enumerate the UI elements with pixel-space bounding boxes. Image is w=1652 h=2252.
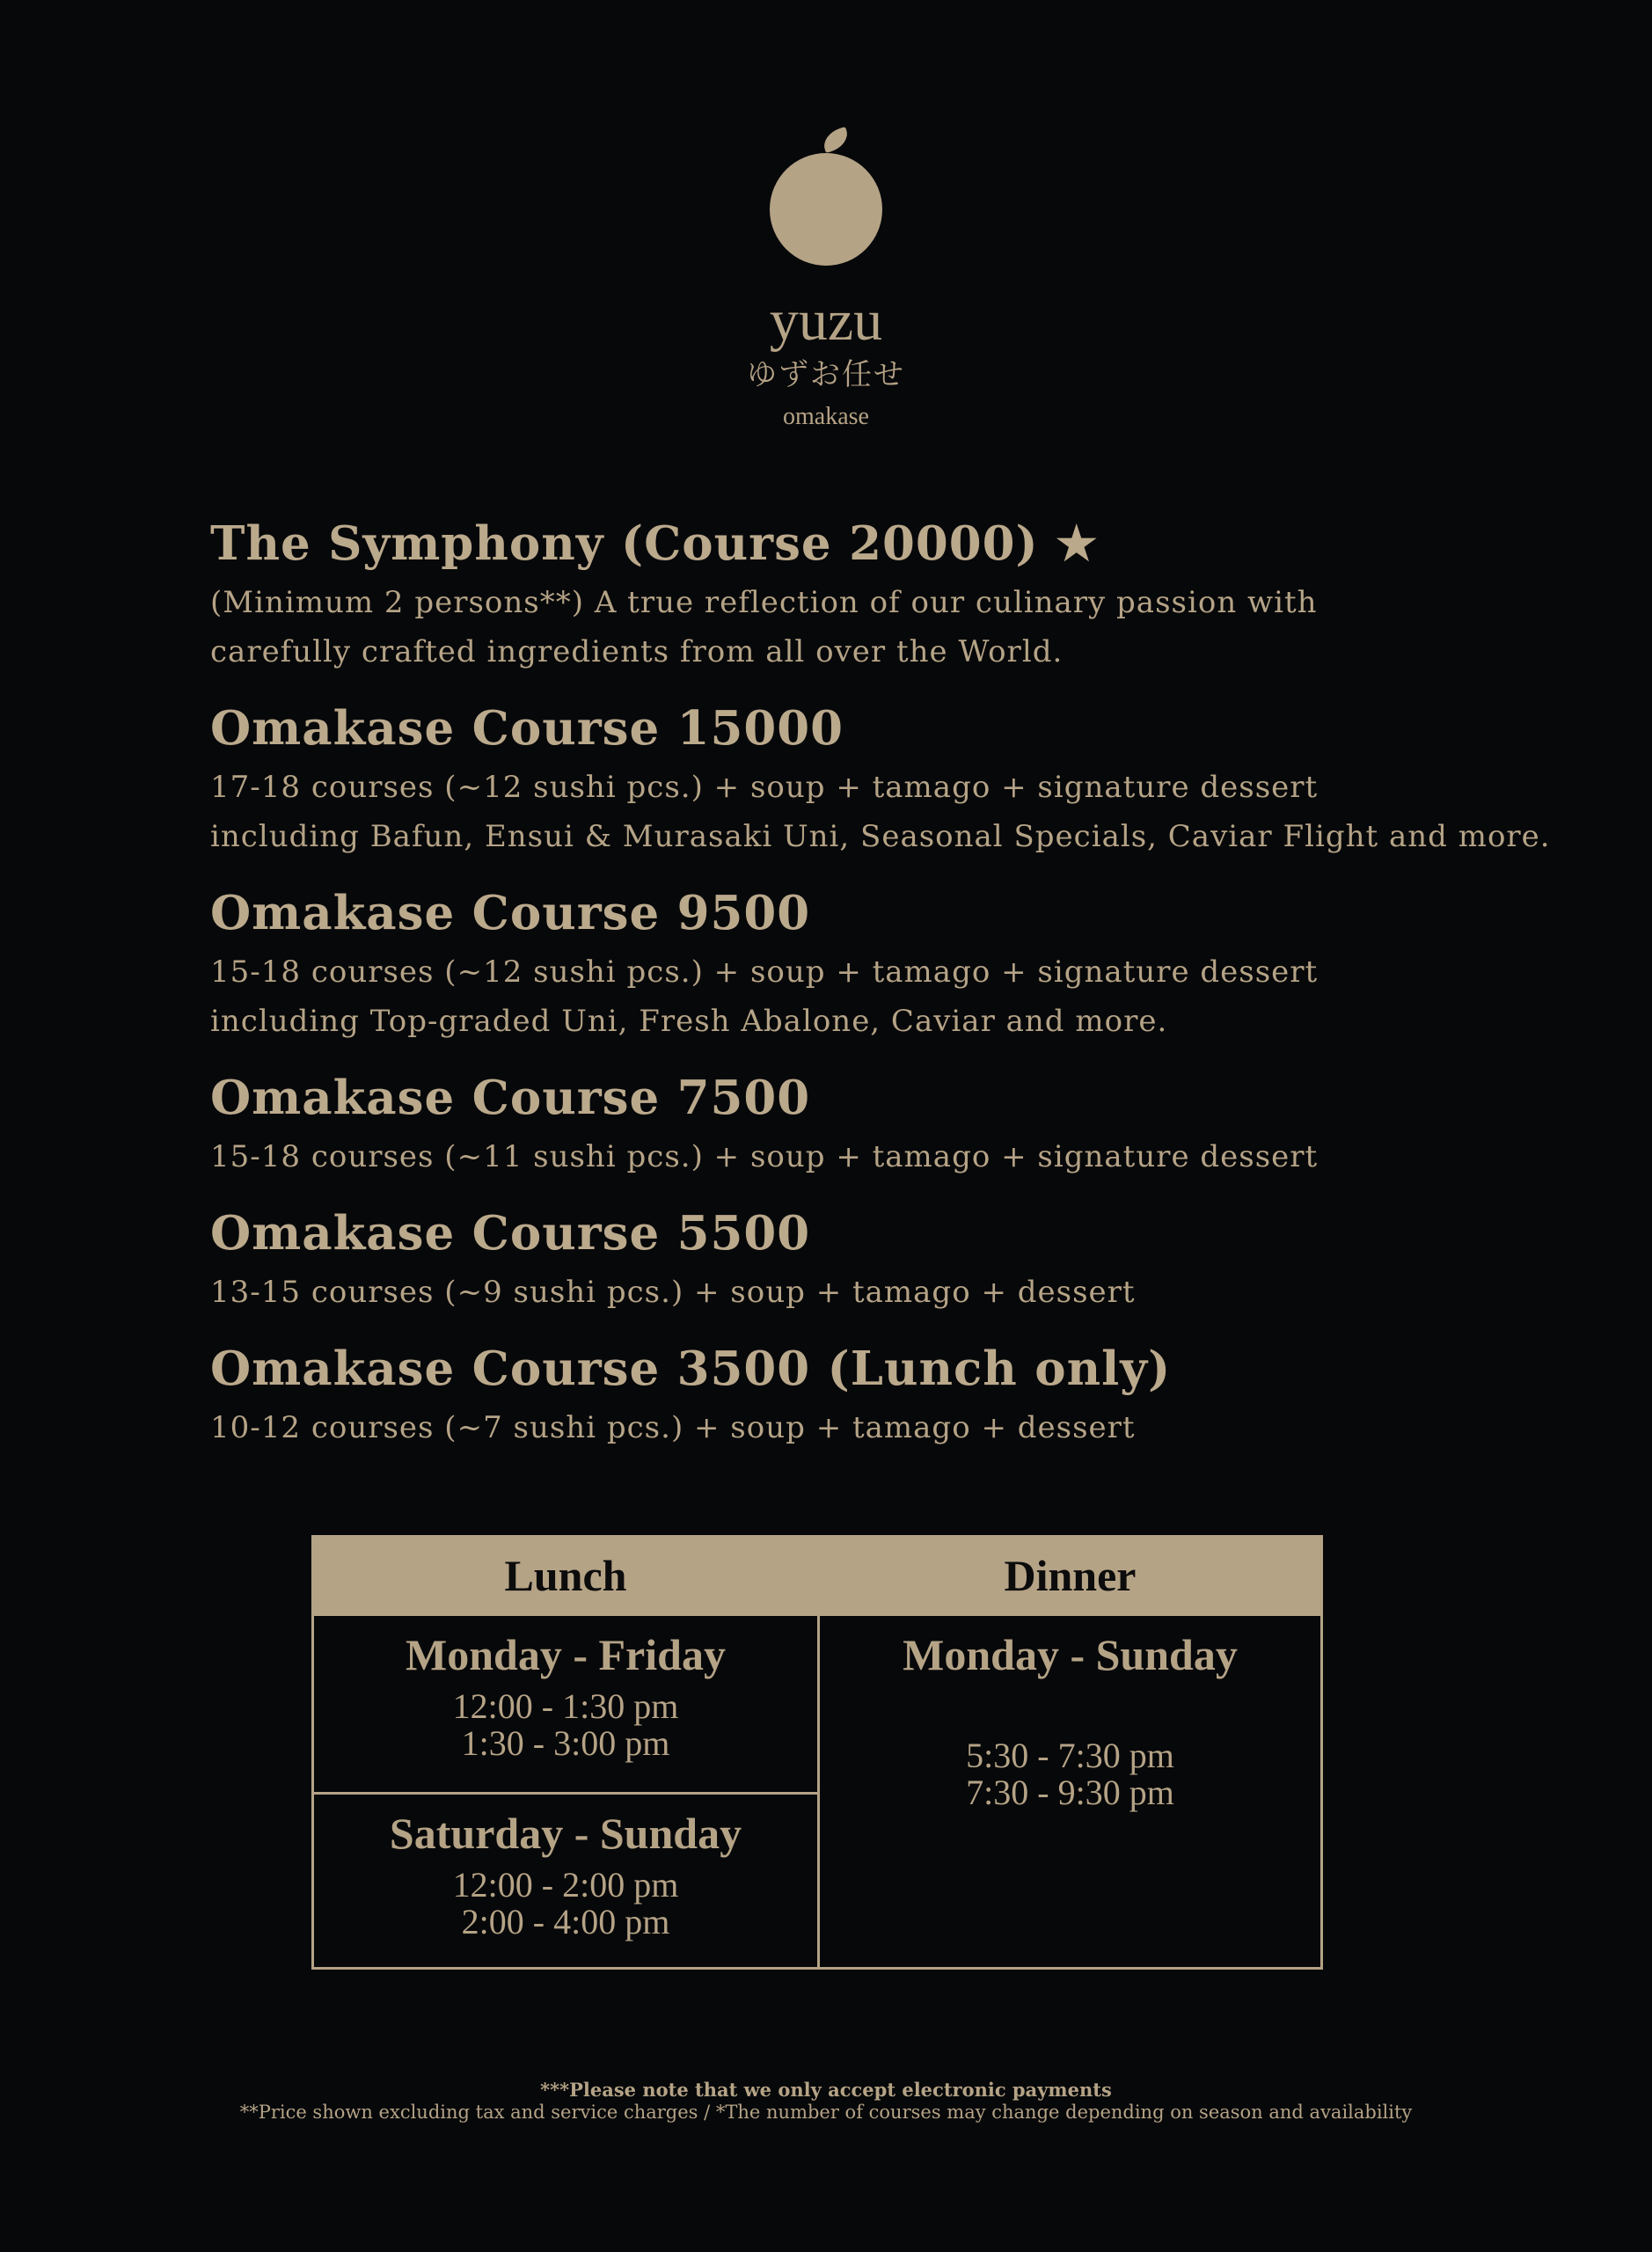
dinner-header: Dinner (820, 1538, 1320, 1616)
lunch-weekend-times (314, 1867, 817, 1941)
course-title: Omakase Course 7500 (210, 1071, 811, 1125)
lunch-column (314, 1538, 820, 1967)
time-slot: 5:30 - 7:30 pm (966, 1736, 1174, 1775)
dinner-times (820, 1737, 1320, 1811)
brand-japanese: ゆずお任せ (747, 357, 905, 392)
yuzu-fruit-icon (764, 123, 888, 282)
time-slot: 2:00 - 4:00 pm (461, 1902, 670, 1941)
course-description: 15-18 courses (~12 sushi pcs.) + soup + tamago + signature dessert (210, 954, 1319, 990)
fruit-shape (770, 153, 882, 266)
brand-name: yuzu (769, 289, 883, 353)
course-item (210, 1204, 1486, 1317)
course-item (210, 884, 1486, 1046)
course-description: 15-18 courses (~11 sushi pcs.) + soup + tamago + signature dessert (210, 1139, 1319, 1174)
lunch-weekend-days: Saturday - Sunday (389, 1809, 742, 1858)
lunch-weekend-block (314, 1795, 817, 1941)
course-item (210, 1340, 1486, 1452)
course-description: carefully crafted ingredients from all over the World. (210, 634, 1064, 669)
time-slot: 1:30 - 3:00 pm (461, 1723, 670, 1763)
lunch-weekday-times (314, 1688, 817, 1762)
dinner-block (820, 1616, 1320, 1811)
course-description: 10-12 courses (~7 sushi pcs.) + soup + tamago + dessert (210, 1410, 1136, 1445)
brand-subtitle: omakase (783, 403, 869, 430)
course-title: Omakase Course 15000 (210, 701, 844, 756)
course-description: 17-18 courses (~12 sushi pcs.) + soup + tamago + signature dessert (210, 770, 1319, 805)
lunch-weekday-days: Monday - Friday (406, 1630, 726, 1679)
hours-table (311, 1535, 1323, 1970)
lunch-weekday-block (314, 1616, 817, 1795)
lunch-header: Lunch (314, 1538, 817, 1616)
leaf-shape (820, 127, 851, 153)
course-title: The Symphony (Course 20000) ★ (210, 516, 1099, 571)
course-list (210, 515, 1551, 1475)
price-note: **Price shown excluding tax and service charges / *The number of courses may change depending on season and availability (239, 2102, 1413, 2123)
course-item (210, 699, 1551, 861)
payment-note: ***Please note that we only accept electronic payments (540, 2079, 1112, 2101)
dinner-days: Monday - Sunday (903, 1630, 1238, 1679)
course-description: (Minimum 2 persons**) A true reflection of our culinary passion with (210, 585, 1318, 620)
course-title: Omakase Course 5500 (210, 1206, 811, 1261)
time-slot: 12:00 - 1:30 pm (452, 1686, 679, 1726)
time-slot: 7:30 - 9:30 pm (966, 1773, 1174, 1812)
brand-logo (0, 123, 1652, 433)
course-description: 13-15 courses (~9 sushi pcs.) + soup + tamago + dessert (210, 1275, 1136, 1310)
course-description: including Bafun, Ensui & Murasaki Uni, Seasonal Specials, Caviar Flight and more. (210, 819, 1551, 854)
footnotes (0, 2080, 1652, 2124)
dinner-column (820, 1538, 1320, 1967)
course-item (210, 1069, 1486, 1181)
course-title: Omakase Course 3500 (Lunch only) (210, 1342, 1172, 1396)
time-slot: 12:00 - 2:00 pm (452, 1865, 679, 1905)
course-title: Omakase Course 9500 (210, 886, 811, 940)
course-description: including Top-graded Uni, Fresh Abalone, Caviar and more. (210, 1004, 1168, 1039)
course-item (210, 515, 1486, 676)
